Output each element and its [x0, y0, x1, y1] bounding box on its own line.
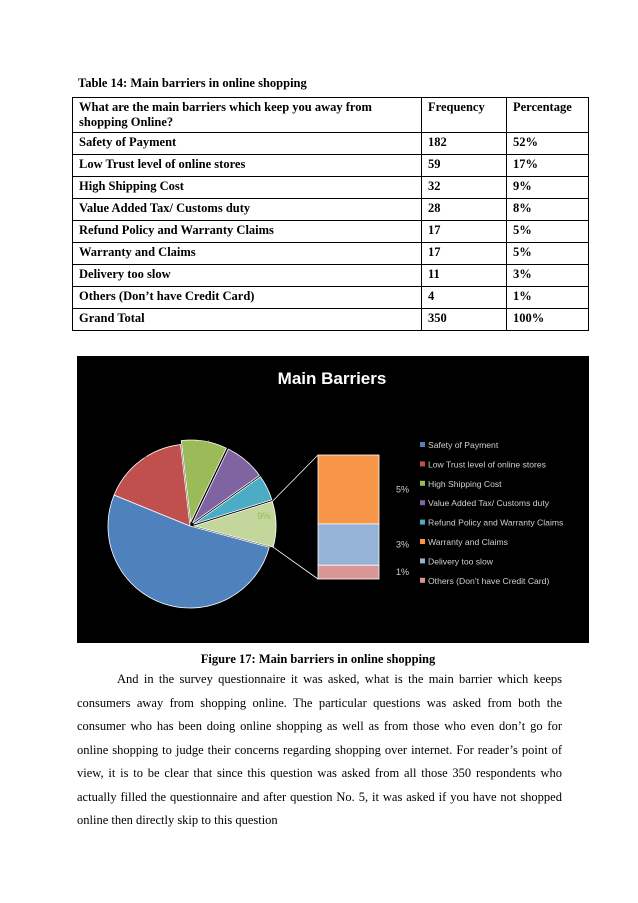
cell-barrier: Safety of Payment [73, 133, 422, 155]
pie-data-label: 8% [231, 457, 245, 468]
cell-frequency: 11 [422, 265, 507, 287]
legend-swatch [420, 481, 425, 486]
cell-percentage: 1% [507, 287, 589, 309]
table-row [73, 177, 589, 199]
cell-barrier: Others (Don’t have Credit Card) [73, 287, 422, 309]
table-row [73, 199, 589, 221]
bar-data-label: 1% [396, 567, 410, 578]
cell-frequency: 17 [422, 243, 507, 265]
barriers-table [72, 97, 589, 331]
chart-title: Main Barriers [277, 369, 387, 388]
legend-swatch [420, 520, 425, 525]
connector-line-top [272, 455, 318, 501]
pie-of-bar-chart [77, 356, 589, 643]
header-frequency: Frequency [422, 98, 507, 133]
table-row [73, 133, 589, 155]
legend-swatch [420, 500, 425, 505]
cell-frequency: 4 [422, 287, 507, 309]
bar-segment-others [318, 565, 379, 579]
cell-barrier: Warranty and Claims [73, 243, 422, 265]
cell-barrier: Refund Policy and Warranty Claims [73, 221, 422, 243]
legend-label: Safety of Payment [428, 440, 499, 450]
cell-barrier: Value Added Tax/ Customs duty [73, 199, 422, 221]
body-paragraph [77, 668, 562, 833]
table-row [73, 155, 589, 177]
pie-data-label: 9% [197, 439, 211, 450]
table-caption: Table 14: Main barriers in online shopping [78, 76, 307, 90]
legend-swatch [420, 558, 425, 563]
bar-data-label: 3% [396, 539, 410, 550]
legend-swatch [420, 461, 425, 466]
cell-percentage: 5% [507, 243, 589, 265]
bar-segment-delivery-too-slow [318, 524, 379, 565]
cell-barrier: High Shipping Cost [73, 177, 422, 199]
cell-frequency: 182 [422, 133, 507, 155]
legend-swatch [420, 539, 425, 544]
cell-percentage: 8% [507, 199, 589, 221]
legend-label: Value Added Tax/ Customs duty [428, 498, 550, 509]
table-total-row [73, 309, 589, 331]
paragraph-text: And in the survey questionnaire it was asked, what is the main barrier which keeps consumers away from shopping online. The particular questions was asked from both the consumer who has been doing online shopping as well as from those who even don’t go for online shopping to judge their concerns regarding shopping over internet. For reader’s point of view, it is to be clear that since this question was asked from all those 350 respondents who actually filled the questionnaire and after question No. 5, it was asked if you have not shopped online then directly skip to this question [77, 672, 562, 827]
cell-percentage: 52% [507, 133, 589, 155]
cell-frequency: 59 [422, 155, 507, 177]
figure-caption [0, 652, 638, 667]
cell-percentage: 3% [507, 265, 589, 287]
table-row [73, 221, 589, 243]
legend-label: Warranty and Claims [428, 537, 508, 547]
legend-swatch [420, 578, 425, 583]
pie-data-label: 52% [152, 569, 172, 580]
legend-label: Refund Policy and Warranty Claims [428, 517, 564, 528]
cell-frequency: 350 [422, 309, 507, 331]
cell-barrier: Low Trust level of online stores [73, 155, 422, 177]
legend-label: High Shipping Cost [428, 478, 502, 489]
figure-caption-text: Figure 17: Main barriers in online shopping [200, 652, 436, 666]
cell-barrier: Grand Total [73, 309, 422, 331]
pie-data-label: 9% [257, 511, 271, 522]
cell-percentage: 9% [507, 177, 589, 199]
cell-frequency: 28 [422, 199, 507, 221]
connector-line-bottom [273, 547, 318, 579]
bar-data-label: 5% [396, 484, 410, 495]
header-percentage: Percentage [507, 98, 589, 133]
cell-barrier: Delivery too slow [73, 265, 422, 287]
pie-data-label: 5% [249, 480, 263, 491]
table-header-row [73, 98, 589, 133]
pie-data-label: 17% [143, 455, 163, 466]
cell-frequency: 17 [422, 221, 507, 243]
table-row [73, 265, 589, 287]
chart-container [77, 356, 589, 643]
cell-frequency: 32 [422, 177, 507, 199]
legend-label: Others (Don’t have Credit Card) [428, 575, 550, 586]
bar-segment-warranty-and-claims [318, 455, 379, 524]
table-row [73, 243, 589, 265]
table-row [73, 287, 589, 309]
cell-percentage: 100% [507, 309, 589, 331]
legend-label: Low Trust level of online stores [428, 459, 546, 470]
cell-percentage: 5% [507, 221, 589, 243]
legend-label: Delivery too slow [428, 556, 493, 567]
cell-percentage: 17% [507, 155, 589, 177]
legend-swatch [420, 442, 425, 447]
header-barrier: What are the main barriers which keep you away from shopping Online? [73, 98, 422, 133]
